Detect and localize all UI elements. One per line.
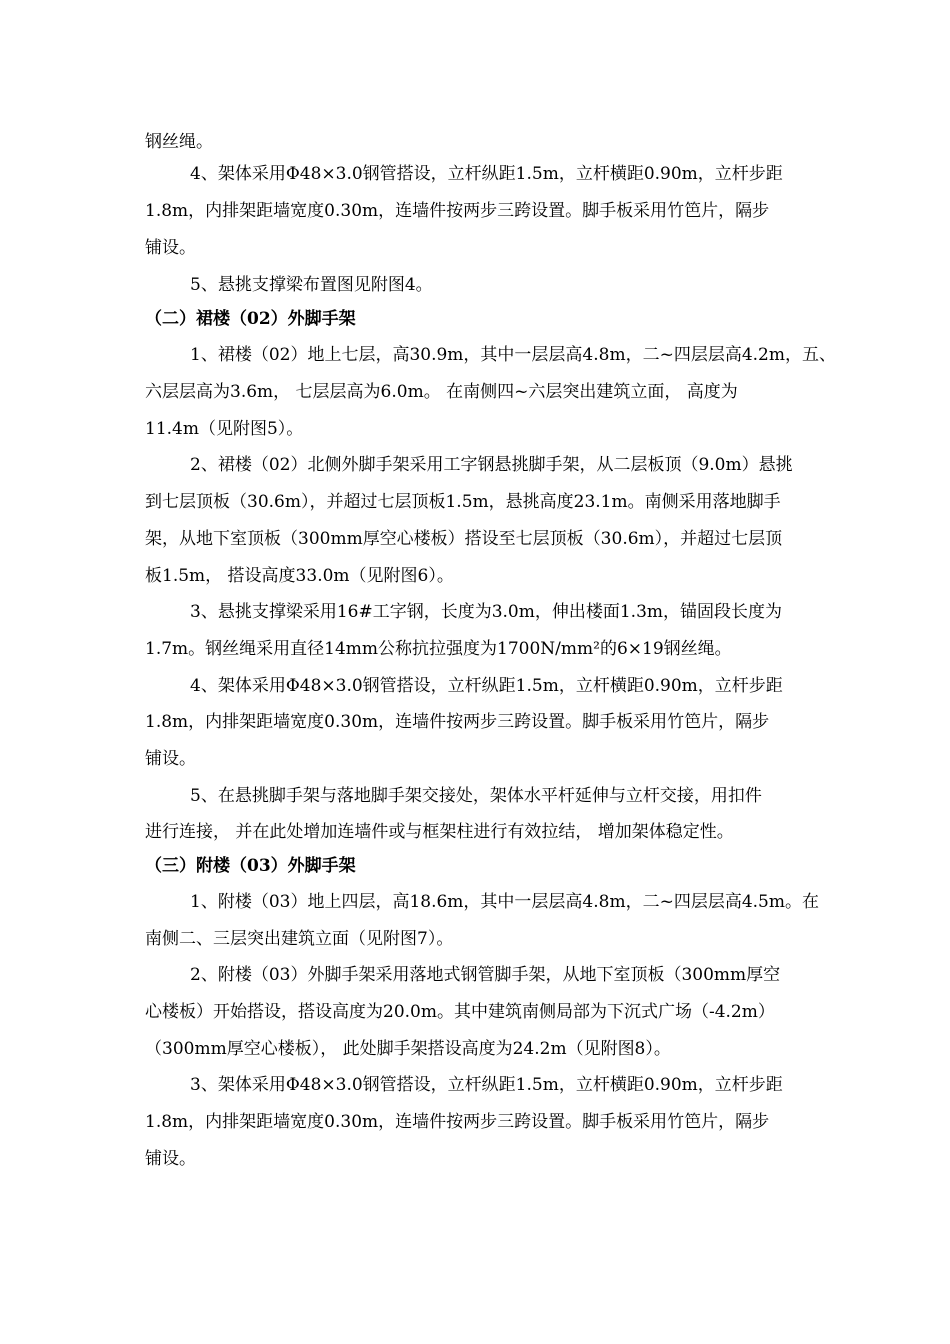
text-line: 铺设。 bbox=[145, 1149, 196, 1169]
text-line: 1、附楼（03）地上四层，高18.6m，其中一层层高4.8m，二~四层层高4.5m。在 bbox=[190, 892, 819, 912]
text-line: 4、架体采用Φ48×3.0钢管搭设，立杆纵距1.5m，立杆横距0.90m，立杆步距 bbox=[190, 676, 783, 696]
text-line: 铺设。 bbox=[145, 749, 196, 769]
text-line: 3、悬挑支撑梁采用16#工字钢，长度为3.0m，伸出楼面1.3m，锚固段长度为 bbox=[190, 602, 783, 622]
text-line: 3、架体采用Φ48×3.0钢管搭设，立杆纵距1.5m，立杆横距0.90m，立杆步距 bbox=[190, 1075, 783, 1095]
text-line: 2、裙楼（02）北侧外脚手架采用工字钢悬挑脚手架，从二层板顶（9.0m）悬挑 bbox=[190, 455, 793, 475]
text-line: 11.4m（见附图5）。 bbox=[145, 419, 304, 439]
text-line: 南侧二、三层突出建筑立面（见附图7）。 bbox=[145, 929, 454, 949]
text-line: 铺设。 bbox=[145, 238, 196, 258]
text-line: 1.8m，内排架距墙宽度0.30m，连墙件按两步三跨设置。脚手板采用竹笆片，隔步 bbox=[145, 1112, 770, 1132]
text-line: 板1.5m， 搭设高度33.0m（见附图6）。 bbox=[145, 566, 454, 586]
text-line: 六层层高为3.6m， 七层层高为6.0m。 在南侧四~六层突出建筑立面， 高度为 bbox=[145, 382, 738, 402]
text-line: 到七层顶板（30.6m），并超过七层顶板1.5m，悬挑高度23.1m。南侧采用落地脚手 bbox=[145, 492, 781, 512]
text-line: 1、裙楼（02）地上七层，高30.9m，其中一层层高4.8m，二~四层层高4.2m，五、 bbox=[190, 345, 836, 365]
text-line: 5、在悬挑脚手架与落地脚手架交接处，架体水平杆延伸与立杆交接，用扣件 bbox=[190, 786, 762, 806]
text-line: 5、悬挑支撑梁布置图见附图4。 bbox=[190, 275, 433, 295]
text-line: 1.8m，内排架距墙宽度0.30m，连墙件按两步三跨设置。脚手板采用竹笆片，隔步 bbox=[145, 201, 770, 221]
text-line: 1.7m。钢丝绳采用直径14mm公称抗拉强度为1700N/mm²的6×19钢丝绳。 bbox=[145, 639, 732, 659]
text-line: 架，从地下室顶板（300mm厚空心楼板）搭设至七层顶板（30.6m），并超过七层顶 bbox=[145, 529, 783, 549]
text-line: 进行连接， 并在此处增加连墙件或与框架柱进行有效拉结， 增加架体稳定性。 bbox=[145, 822, 734, 842]
text-line: 4、架体采用Φ48×3.0钢管搭设，立杆纵距1.5m，立杆横距0.90m，立杆步距 bbox=[190, 164, 783, 184]
text-line: （300mm厚空心楼板）， 此处脚手架搭设高度为24.2m（见附图8）。 bbox=[145, 1039, 671, 1059]
text-line: 钢丝绳。 bbox=[145, 132, 213, 152]
text-line: 1.8m，内排架距墙宽度0.30m，连墙件按两步三跨设置。脚手板采用竹笆片，隔步 bbox=[145, 712, 770, 732]
text-line: 心楼板）开始搭设，搭设高度为20.0m。其中建筑南侧局部为下沉式广场（-4.2m） bbox=[145, 1002, 775, 1022]
section-heading: （三）附楼（03）外脚手架 bbox=[145, 856, 356, 876]
text-line: 2、附楼（03）外脚手架采用落地式钢管脚手架，从地下室顶板（300mm厚空 bbox=[190, 965, 781, 985]
section-heading: （二）裙楼（02）外脚手架 bbox=[145, 309, 356, 329]
